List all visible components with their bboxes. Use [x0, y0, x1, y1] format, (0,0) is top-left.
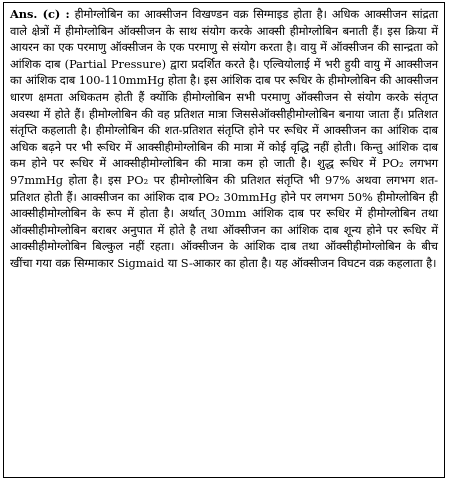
- answer-paragraph: [10, 6, 438, 272]
- answer-label: Ans. (c) :: [10, 7, 70, 21]
- answer-box: [3, 2, 445, 478]
- answer-text: हीमोग्लोबिन का आक्सीजन विखण्डन वक्र सिग्माइड होता है। अधिक आक्सीजन सांद्रता वाले क्षेत्रों में हीमोग्लोबिन ऑक्सीजन के साथ संयोग करके आक्सी हीमोग्लोबिन बनाती हैं। इस क्रिया में आयरन का एक परमाणु ऑक्सीजन के एक परमाणु से संयोग करता है। वायु में ऑक्सीजन की सान्द्रता को आंशिक दाब (Partial Pressure) द्वारा प्रदर्शित करते है। एल्वियोलाई में भरी हुयी वायु में आक्सीजन का आंशिक दाब 100-110mmHg होता है। इस आंशिक दाब पर रूधिर के हीमोग्लोबिन की आक्सीजन धारण क्षमता अधिकतम होती हैं क्योंकि हीमोग्लोबिन सभी परमाणु ऑक्सीजन से संयोग करके संतृप्त अवस्था में होते हैं। हीमोग्लोबिन की वह प्रतिशत मात्रा जिससेऑक्सीहीमोग्लोबिन बनाया जाता हैं। प्रतिशत संतृप्ति कहलाती है। हीमोग्लोबिन की शत-प्रतिशत संतृप्ति होने पर रूधिर में आक्सीजन का आंशिक दाब अधिक बढ़ने पर भी रूधिर में आक्सीहीमोग्लोबिन की मात्रा में कोई वृद्धि नहीं होती। किन्तु आंशिक दाब कम होने पर रूधिर में आक्सीहीमोग्लोबिन की मात्रा कम हो जाती है। शुद्ध रूधिर में PO₂ लगभग 97mmHg होता है। इस PO₂ पर हीमोग्लोबिन की प्रतिशत संतृप्ति भी 97% अथवा लगभग शत-प्रतिशत होती हैं। आक्सीजन का आंशिक दाब PO₂ 30mmHg होने पर लगभग 50% हीमोग्लोबिन ही आक्सीहीमोग्लोबिन के रूप में होता है। अर्थात् 30mm आंशिक दाब पर रूधिर में हीमोग्लोबिन तथा ऑक्सीहीमोग्लोबिन बराबर अनुपात में होते है तथा ऑक्सीजन का आंशिक दाब शून्य होने पर रूधिर में आक्सीहीमोग्लोबिन बिल्कुल नहीं रहता। ऑक्सीजन के आंशिक दाब तथा ऑक्सीहीमोग्लोबिन के बीच खींचा गया वक्र सिग्माकार Sigmaid या S-आकार का होता है। यह ऑक्सीजन विघटन वक्र कहलाता है।: [10, 7, 438, 270]
